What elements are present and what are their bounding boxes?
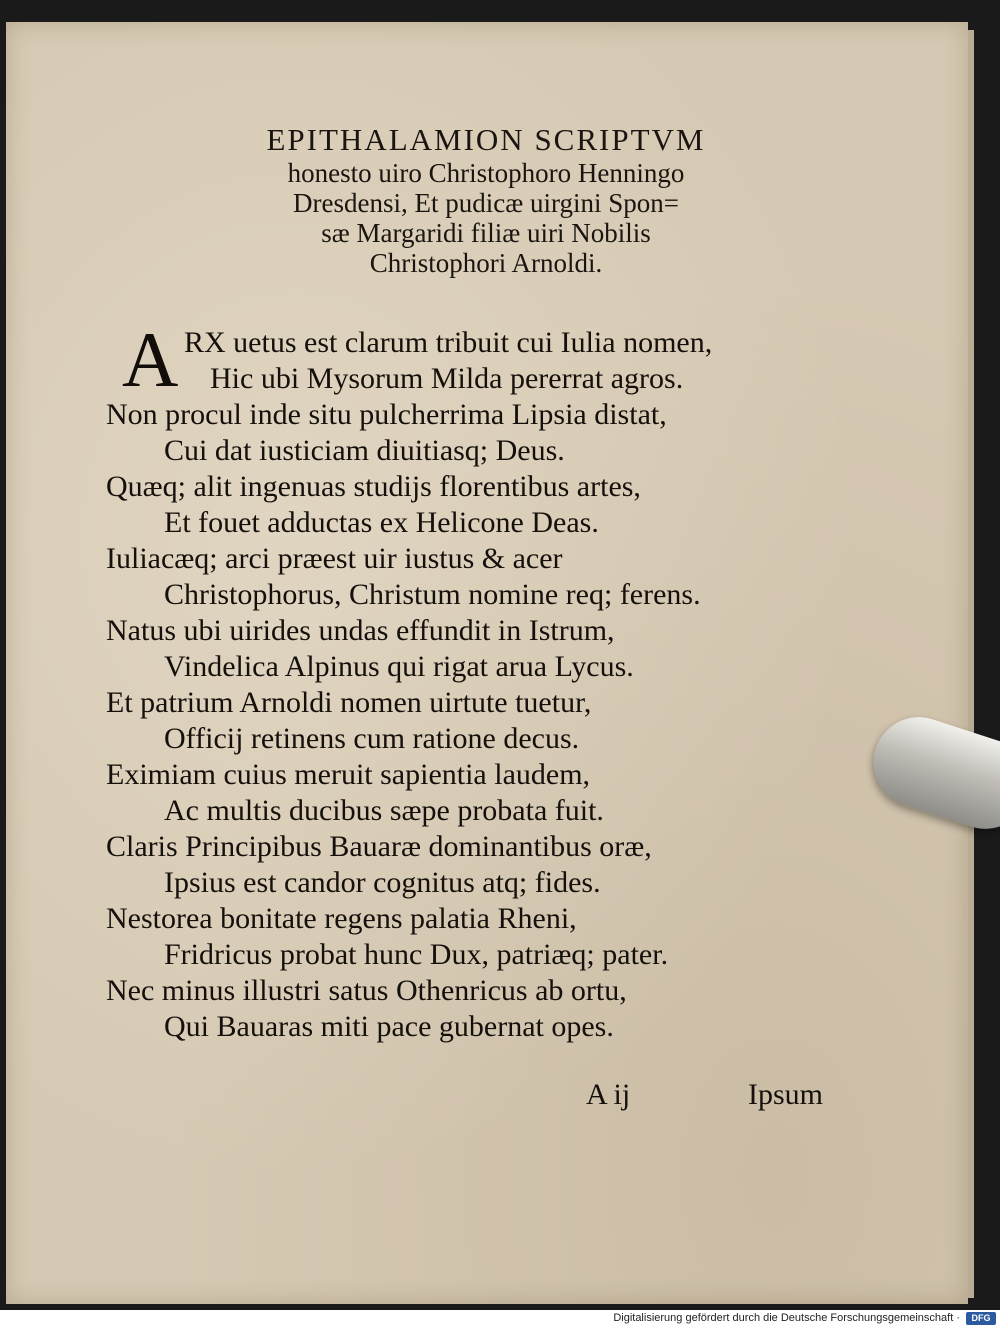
poem-line: Ipsius est candor cognitus atq; fides. — [164, 866, 601, 899]
credit-bar — [0, 1310, 1000, 1328]
dfg-logo: DFG — [966, 1312, 996, 1325]
poem-line: Nec minus illustri satus Othenricus ab ortu, — [106, 974, 627, 1007]
page-edge — [968, 30, 974, 1298]
catchword: Ipsum — [748, 1078, 823, 1111]
poem-line: Fridricus probat hunc Dux, patriæq; pater. — [164, 938, 669, 971]
poem-body — [106, 316, 866, 1045]
poem-line: RX uetus est clarum tribuit cui Iulia nomen, — [184, 326, 713, 359]
poem-line: Et patrium Arnoldi nomen uirtute tuetur, — [106, 686, 592, 719]
signature-mark: A ij — [586, 1078, 631, 1111]
subtitle-line: Dresdensi, Et pudicæ uirgini Spon= — [293, 188, 679, 218]
title-block — [156, 122, 816, 278]
poem-line: Cui dat iusticiam diuitiasq; Deus. — [164, 434, 565, 467]
subtitle-line: Christophori Arnoldi. — [369, 248, 603, 278]
poem-line: Iuliacæq; arci præest uir iustus & acer — [106, 542, 563, 575]
page-title: EPITHALAMION SCRIPTVM — [266, 122, 706, 157]
poem-line: Qui Bauaras miti pace gubernat opes. — [164, 1010, 614, 1043]
poem-line: Hic ubi Mysorum Milda pererrat agros. — [210, 362, 684, 395]
poem-line: Et fouet adductas ex Helicone Deas. — [164, 506, 599, 539]
book-page — [6, 22, 968, 1304]
poem-line: Ac multis ducibus sæpe probata fuit. — [164, 794, 604, 827]
poem-line: Claris Principibus Bauaræ dominantibus oræ, — [106, 830, 652, 863]
poem-line: Natus ubi uirides undas effundit in Istrum, — [106, 614, 615, 647]
page-footer — [6, 1078, 968, 1114]
poem-line: Nestorea bonitate regens palatia Rheni, — [106, 902, 577, 935]
poem-line: Vindelica Alpinus qui rigat arua Lycus. — [164, 650, 634, 683]
subtitle-line: sæ Margaridi filiæ uiri Nobilis — [321, 218, 651, 248]
poem-line: Quæq; alit ingenuas studijs florentibus artes, — [106, 470, 641, 503]
drop-cap: A — [122, 316, 179, 403]
funding-credit: Digitalisierung gefördert durch die Deutsche Forschungsgemeinschaft · — [613, 1312, 960, 1324]
poem-line: Officij retinens cum ratione decus. — [164, 722, 580, 755]
poem-line: Non procul inde situ pulcherrima Lipsia distat, — [106, 398, 667, 431]
poem-line: Christophorus, Christum nomine req; ferens. — [164, 578, 701, 611]
subtitle-line: honesto uiro Christophoro Henningo — [287, 158, 685, 188]
poem-line: Eximiam cuius meruit sapientia laudem, — [106, 758, 591, 791]
